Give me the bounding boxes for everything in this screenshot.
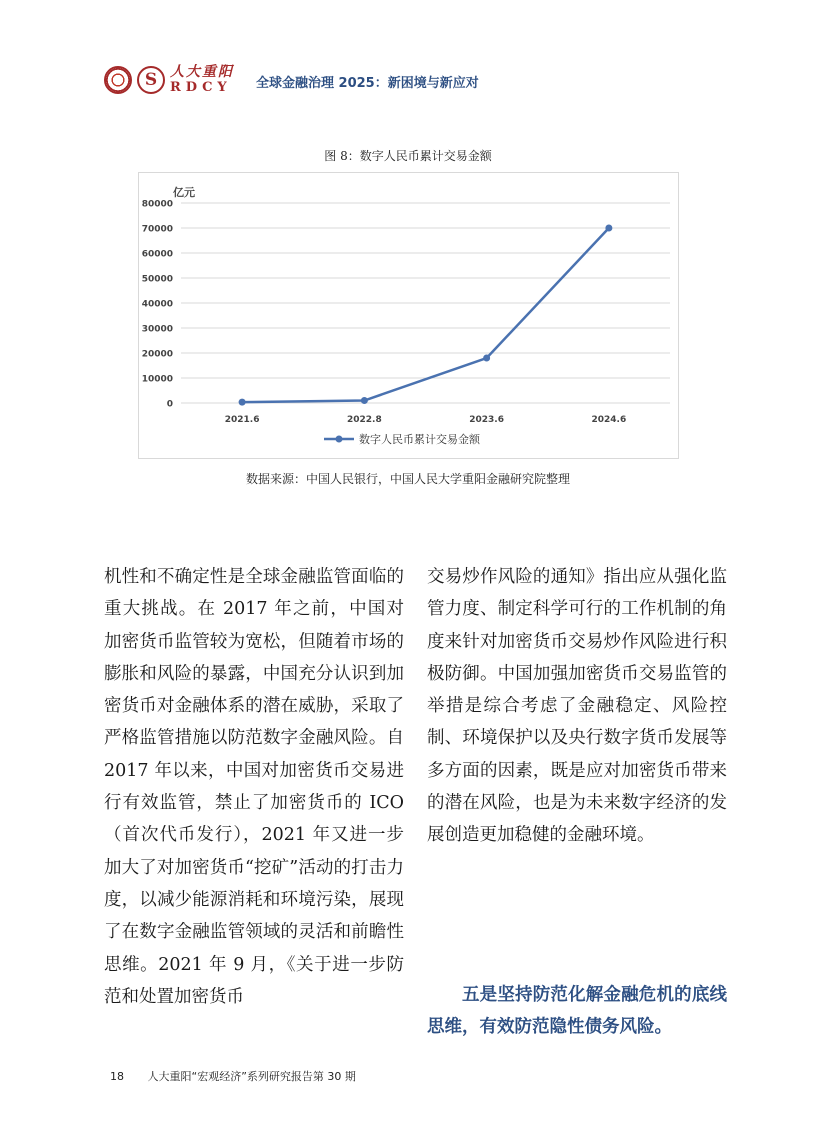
logo-cn: 人大重阳 [170, 64, 234, 80]
page-footer [110, 1068, 356, 1084]
y-axis-unit-label: 亿元 [173, 186, 195, 199]
body-paragraph-left: 机性和不确定性是全球金融监管面临的重大挑战。在 2017 年之前，中国对加密货币监管较为宽松，但随着市场的膨胀和风险的暴露，中国充分认识到加密货币对金融体系的潜在威胁，采取了严格监管措施以防范数字金融风险。自 2017 年以来，中国对加密货币交易进行有效监管，禁止了加密货币的 ICO（首次代币发行），2021 年又进一步加大了对加密货币“挖矿”活动的打击力度，以减少能源消耗和环境污染，展现了在数字金融监管领域的灵活和前瞻性思维。2021 年 9 月，《关于进一步防范和处置加密货币 [104, 567, 404, 1007]
series-line [242, 228, 609, 402]
logo-en: RDCY [170, 80, 232, 95]
x-tick-label: 2024.6 [591, 415, 627, 425]
data-point [483, 355, 490, 362]
y-tick-label: 50000 [141, 274, 173, 285]
y-tick-label: 40000 [141, 299, 173, 310]
chart-container [138, 172, 679, 459]
report-title: 全球金融治理 2025：新困境与新应对 [256, 76, 479, 91]
y-tick-label: 0 [166, 399, 173, 410]
data-point [239, 399, 246, 406]
x-tick-label: 2023.6 [469, 415, 504, 425]
legend-marker [336, 436, 343, 443]
right-column [427, 561, 727, 1037]
rdcy-seal-icon [104, 66, 132, 94]
left-column [104, 561, 404, 1013]
page-header [104, 62, 724, 102]
data-point [605, 225, 612, 232]
data-point [361, 397, 368, 404]
rdcy-s-logo-icon: S [137, 66, 165, 94]
legend-label: 数字人民币累计交易金额 [359, 433, 480, 446]
y-tick-label: 70000 [141, 224, 173, 235]
section-heading: 五是坚持防范化解金融危机的底线思维，有效防范隐性债务风险。 [427, 985, 727, 1037]
figure-source: 数据来源：中国人民银行，中国人民大学重阳金融研究院整理 [245, 472, 570, 486]
rdcy-logo [170, 64, 240, 95]
footer-series-title: 人大重阳“宏观经济”系列研究报告第 30 期 [147, 1070, 356, 1083]
y-tick-label: 30000 [141, 324, 173, 335]
y-tick-label: 20000 [141, 349, 173, 360]
figure-caption: 图 8：数字人民币累计交易金额 [324, 149, 492, 163]
y-tick-label: 10000 [141, 374, 173, 385]
line-chart [139, 173, 680, 460]
y-tick-label: 60000 [141, 249, 173, 260]
y-tick-label: 80000 [141, 199, 173, 210]
page-number: 18 [110, 1070, 124, 1083]
x-tick-label: 2022.8 [347, 415, 382, 425]
x-tick-label: 2021.6 [224, 415, 260, 425]
body-paragraph-right: 交易炒作风险的通知》指出应从强化监管力度、制定科学可行的工作机制的角度来针对加密货币交易炒作风险进行积极防御。中国加强加密货币交易监管的举措是综合考虑了金融稳定、风险控制、环境保护以及央行数字货币发展等多方面的因素，既是应对加密货币带来的潜在风险，也是为未来数字经济的发展创造更加稳健的金融环境。 [427, 567, 727, 846]
